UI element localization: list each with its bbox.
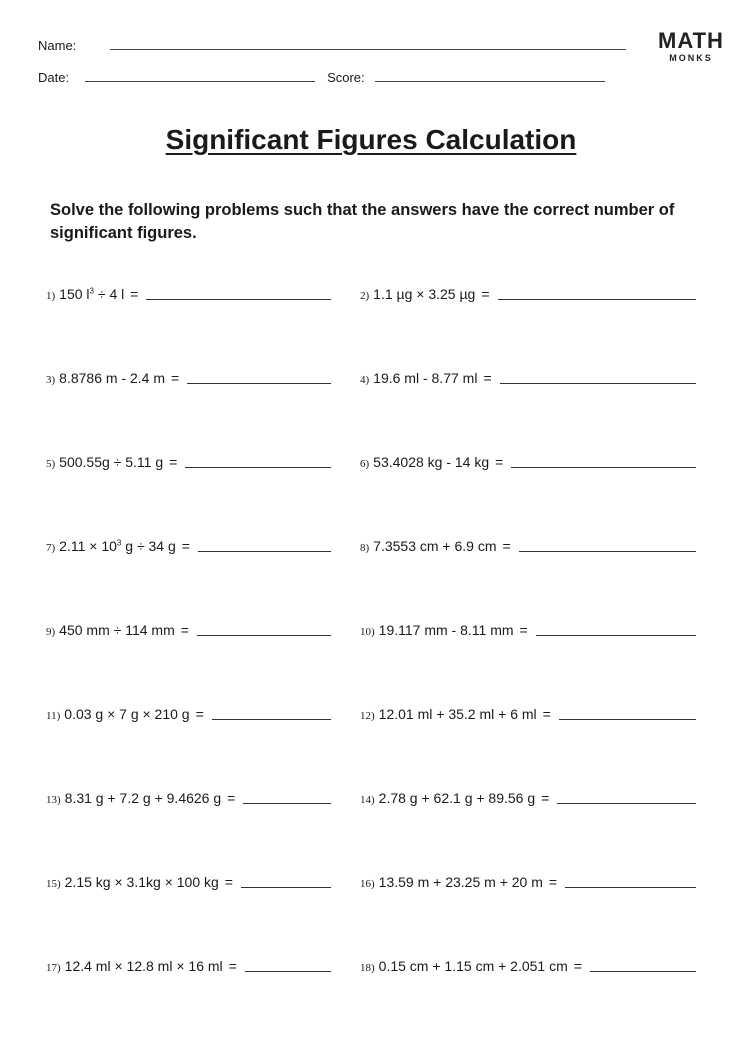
problem-item <box>360 706 696 722</box>
problem-item <box>46 706 331 722</box>
answer-blank[interactable] <box>197 634 331 636</box>
problem-item <box>46 790 331 806</box>
problem-expression <box>373 538 496 554</box>
expression-text: 450 mm ÷ 114 mm <box>59 622 175 638</box>
expression-text: 8.8786 m - 2.4 m <box>59 370 165 386</box>
problem-number: 12) <box>360 710 375 722</box>
problem-expression <box>59 370 165 386</box>
problem-item <box>46 538 331 554</box>
expression-text: 53.4028 kg - 14 kg <box>373 454 490 470</box>
problem-expression <box>373 370 477 386</box>
problem-number: 17) <box>46 962 61 974</box>
expression-text: ÷ 4 l <box>93 286 125 302</box>
problem-expression <box>65 958 223 974</box>
expression-text: 19.6 ml - 8.77 ml <box>373 370 478 386</box>
equals-sign: = <box>171 370 180 386</box>
expression-text: 12.01 ml + 35.2 ml + 6 ml <box>378 706 537 722</box>
problem-item <box>360 286 696 302</box>
problem-expression <box>59 538 176 554</box>
problem-item <box>46 454 331 470</box>
equals-sign: = <box>483 370 492 386</box>
equals-sign: = <box>548 874 558 890</box>
problem-expression <box>379 706 537 722</box>
name-field-row <box>38 38 626 53</box>
problem-expression <box>65 790 221 806</box>
equals-sign: = <box>502 538 511 554</box>
problem-item <box>360 622 696 638</box>
problem-expression <box>59 286 124 302</box>
problem-number: 18) <box>360 962 375 974</box>
problem-item <box>360 454 696 470</box>
answer-blank[interactable] <box>559 718 696 720</box>
expression-text: 150 l <box>59 286 90 302</box>
expression-text: 12.4 ml × 12.8 ml × 16 ml <box>64 958 223 974</box>
expression-text: 13.59 m + 23.25 m + 20 m <box>378 874 543 890</box>
problem-item <box>46 874 331 890</box>
problem-expression <box>379 622 514 638</box>
answer-blank[interactable] <box>241 886 331 888</box>
problem-item <box>360 790 696 806</box>
problem-item <box>46 370 331 386</box>
equals-sign: = <box>495 454 504 470</box>
page-title-wrap <box>0 124 742 156</box>
date-label: Date: <box>38 70 70 85</box>
equals-sign: = <box>573 958 582 974</box>
problem-expression <box>65 874 219 890</box>
problem-number: 3) <box>46 374 56 386</box>
date-blank[interactable] <box>85 80 315 82</box>
problem-expression <box>373 454 489 470</box>
answer-blank[interactable] <box>536 634 696 636</box>
expression-text: 2.15 kg × 3.1kg × 100 kg <box>64 874 219 890</box>
equals-sign: = <box>228 958 237 974</box>
answer-blank[interactable] <box>590 970 696 972</box>
problem-number: 4) <box>360 374 370 386</box>
answer-blank[interactable] <box>146 298 331 300</box>
expression-text: 7.3553 cm + 6.9 cm <box>373 538 497 554</box>
problem-number: 2) <box>360 290 370 302</box>
problem-expression <box>373 286 475 302</box>
problem-number: 14) <box>360 794 375 806</box>
equals-sign: = <box>224 874 233 890</box>
answer-blank[interactable] <box>185 466 331 468</box>
equals-sign: = <box>227 790 236 806</box>
math-monks-logo <box>658 30 724 63</box>
answer-blank[interactable] <box>498 298 696 300</box>
expression-text: 0.15 cm + 1.15 cm + 2.051 cm <box>378 958 568 974</box>
problem-number: 8) <box>360 542 370 554</box>
problem-expression <box>379 958 568 974</box>
problem-number: 11) <box>46 710 61 722</box>
expression-text: 19.117 mm - 8.11 mm <box>378 622 514 638</box>
equals-sign: = <box>481 286 490 302</box>
exponent: 3 <box>89 286 94 296</box>
equals-sign: = <box>181 538 190 554</box>
problem-number: 6) <box>360 458 370 470</box>
equals-sign: = <box>130 286 139 302</box>
problem-item <box>46 622 331 638</box>
expression-text: 2.78 g + 62.1 g + 89.56 g <box>378 790 536 806</box>
problem-number: 16) <box>360 878 375 890</box>
date-field-row <box>38 70 605 85</box>
problem-number: 9) <box>46 626 56 638</box>
problem-expression <box>379 790 535 806</box>
problem-number: 13) <box>46 794 61 806</box>
answer-blank[interactable] <box>519 550 696 552</box>
answer-blank[interactable] <box>243 802 331 804</box>
equals-sign: = <box>519 622 528 638</box>
problem-number: 5) <box>46 458 56 470</box>
expression-text: g ÷ 34 g <box>121 538 176 554</box>
expression-text: 500.55g ÷ 5.11 g <box>59 454 164 470</box>
equals-sign: = <box>542 706 551 722</box>
name-blank[interactable] <box>110 48 626 50</box>
logo-bottom-text: MONKS <box>669 53 713 63</box>
name-label: Name: <box>38 38 77 53</box>
expression-text: 1.1 µg × 3.25 µg <box>373 286 476 302</box>
problem-number: 7) <box>46 542 56 554</box>
equals-sign: = <box>541 790 550 806</box>
problem-item <box>360 874 696 890</box>
equals-sign: = <box>180 622 189 638</box>
answer-blank[interactable] <box>565 886 696 888</box>
score-blank[interactable] <box>375 80 605 82</box>
problem-number: 1) <box>46 290 56 302</box>
problem-expression <box>379 874 543 890</box>
answer-blank[interactable] <box>212 718 331 720</box>
answer-blank[interactable] <box>557 802 696 804</box>
score-label: Score: <box>327 70 365 85</box>
equals-sign: = <box>195 706 204 722</box>
problem-expression <box>59 622 175 638</box>
page-title: Significant Figures Calculation <box>165 124 577 155</box>
problem-item <box>360 958 696 974</box>
answer-blank[interactable] <box>187 382 331 384</box>
problem-expression <box>64 706 189 722</box>
answer-blank[interactable] <box>198 550 331 552</box>
problem-number: 10) <box>360 626 375 638</box>
problem-item <box>360 538 696 554</box>
problem-item <box>46 958 331 974</box>
expression-text: 8.31 g + 7.2 g + 9.4626 g <box>64 790 222 806</box>
answer-blank[interactable] <box>500 382 696 384</box>
expression-text: 2.11 × 10 <box>59 538 117 554</box>
equals-sign: = <box>169 454 178 470</box>
instructions: Solve the following problems such that the answers have the correct number of significant figures. <box>50 201 675 242</box>
expression-text: 0.03 g × 7 g × 210 g <box>64 706 190 722</box>
exponent: 3 <box>116 538 122 548</box>
answer-blank[interactable] <box>245 970 331 972</box>
logo-top-text: MATH <box>658 28 724 53</box>
problem-expression <box>59 454 163 470</box>
problem-item <box>46 286 331 302</box>
answer-blank[interactable] <box>511 466 696 468</box>
problem-number: 15) <box>46 878 61 890</box>
problem-item <box>360 370 696 386</box>
